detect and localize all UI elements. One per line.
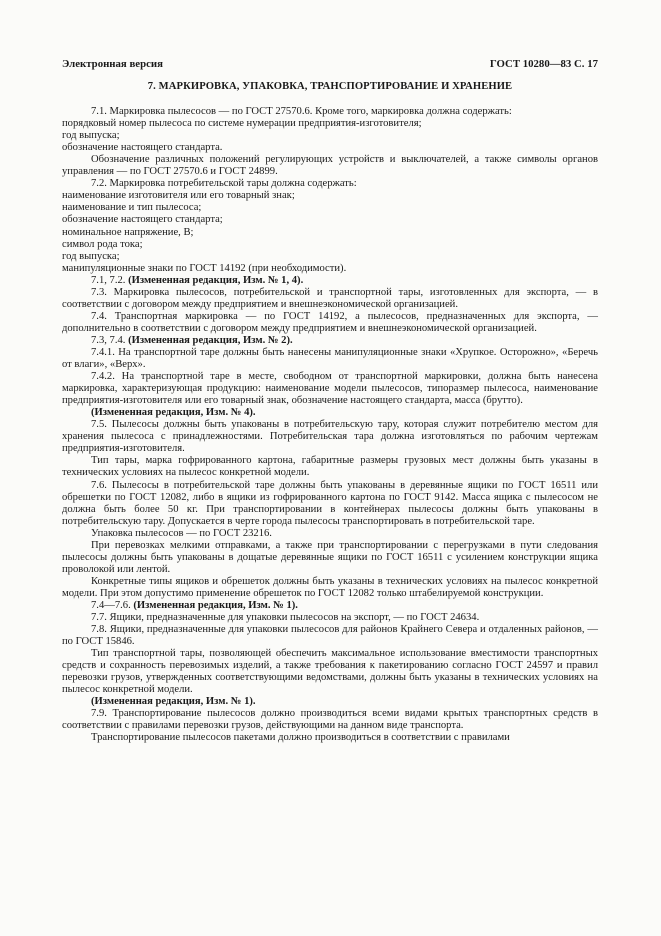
paragraph	[62, 371, 598, 407]
paragraph-text: 7.3. Маркировка пылесосов, потребительской и транспортной тары, изготовленных для экспорта, — в соответствии с договором между предприятием и внешнеэкономической организацией.	[62, 286, 598, 310]
paragraph-text: 7.7. Ящики, предназначенные для упаковки пылесосов на экспорт, — по ГОСТ 24634.	[91, 612, 480, 624]
header-standard-page: ГОСТ 10280—83 С. 17	[489, 58, 598, 70]
paragraph-text: 7.5. Пылесосы должны быть упакованы в потребительскую тару, которая служит потребителю местом для хранения пылесоса с принадлежностями. Потребительская тара должна изготовляться по рабочим чертежам предприятия-изготовителя.	[62, 419, 598, 455]
paragraph	[62, 263, 598, 275]
paragraph	[62, 648, 598, 696]
paragraph	[62, 178, 598, 190]
header-edition-label: Электронная версия	[62, 58, 163, 70]
paragraph	[62, 130, 598, 142]
paragraph-text: 7.1, 7.2.	[91, 274, 129, 286]
running-header	[62, 58, 598, 78]
paragraph	[62, 347, 598, 371]
paragraph	[62, 455, 598, 479]
paragraph-text: (Измененная редакция, Изм. № 1).	[91, 696, 256, 708]
paragraph-text: 7.4.1. На транспортной таре должны быть нанесены манипуляционные знаки «Хрупкое. Осторожно», «Беречь от влаги», «Верх».	[62, 346, 598, 371]
paragraph-text: Обозначение различных положений регулирующих устройств и выключателей, а также символы органов управления — по ГОСТ 27570.6 и ГОСТ 24899.	[62, 154, 598, 178]
paragraph-text: 7.3, 7.4.	[91, 334, 129, 346]
paragraph-text: 7.8. Ящики, предназначенные для упаковки пылесосов для районов Крайнего Севера и отдаленных районов, — по ГОСТ 15846.	[62, 624, 598, 648]
paragraph	[62, 624, 598, 648]
paragraph-text: Транспортирование пылесосов пакетами должно производиться в соответствии с правилами	[91, 732, 510, 744]
section-title: 7. МАРКИРОВКА, УПАКОВКА, ТРАНСПОРТИРОВАНИЕ И ХРАНЕНИЕ	[147, 81, 513, 92]
paragraph-text: 7.6. Пылесосы в потребительской таре должны быть упакованы в деревянные ящики по ГОСТ 16511 или обрешетки по ГОСТ 12082, либо в ящики из гофрированного картона по ГОСТ 9142. Масса ящика с пылесосом не должна быть более 50 кг. При транспортировании в контейнерах пылесосы должны быть упакованы в потребительскую тару. Допускается в черте города пылесосы транспортировать в потребительской таре.	[62, 479, 598, 527]
paragraph-text: обозначение настоящего стандарта.	[62, 142, 223, 154]
paragraph-text: Конкретные типы ящиков и обрешеток должны быть указаны в технических условиях на пылесос конкретной модели. При этом допустимо применение обрешеток по ГОСТ 12082 только штабелируемой конструкции.	[62, 575, 598, 599]
paragraph	[62, 732, 598, 744]
paragraph	[62, 600, 598, 612]
paragraph-text: При перевозках мелкими отправками, а также при транспортировании с перегрузками в пути следования пылесосы должны быть упакованы в дощатые деревянные ящики по ГОСТ 16511 с усилением конструкции ящика проволокой или лентой.	[62, 539, 598, 575]
paragraph	[62, 202, 598, 214]
paragraph	[62, 480, 598, 528]
paragraph-text: Упаковка пылесосов — по ГОСТ 23216.	[91, 527, 272, 539]
document-page	[62, 58, 598, 745]
paragraph	[62, 419, 598, 455]
paragraph-text: символ рода тока;	[62, 238, 143, 250]
paragraph	[62, 275, 598, 287]
amendment-note: (Измененная редакция, Изм. № 2).	[128, 334, 293, 346]
paragraph-text: обозначение настоящего стандарта;	[62, 214, 223, 226]
paragraph	[62, 335, 598, 347]
paragraph-text: 7.4. Транспортная маркировка — по ГОСТ 14192, а пылесосов, предназначенных для экспорта, — дополнительно в соответствии с договором между предприятием и внешнеэкономической организацией.	[62, 310, 598, 334]
paragraph	[62, 106, 598, 118]
paragraph-text: Тип тары, марка гофрированного картона, габаритные размеры грузовых мест должны быть указаны в технических условиях на пылесос конкретной модели.	[62, 455, 598, 479]
paragraph-text: 7.2. Маркировка потребительской тары должна содержать:	[91, 178, 357, 190]
paragraph	[62, 118, 598, 130]
amendment-note: (Измененная редакция, Изм. № 1, 4).	[128, 274, 304, 286]
paragraph	[62, 407, 598, 419]
paragraph	[62, 142, 598, 154]
paragraph-text: 7.4—7.6.	[91, 599, 134, 611]
paragraph	[62, 214, 598, 226]
paragraph	[62, 576, 598, 600]
paragraph-text: манипуляционные знаки по ГОСТ 14192 (при необходимости).	[62, 262, 347, 274]
paragraph	[62, 696, 598, 708]
paragraph	[62, 154, 598, 178]
paragraph	[62, 708, 598, 732]
paragraph-text: 7.9. Транспортирование пылесосов должно производиться всеми видами крытых транспортных средств в соответствии с правилами перевозки грузов, действующими на данном виде транспорта.	[62, 708, 598, 732]
paragraph-text: 7.4.2. На транспортной таре в месте, свободном от транспортной маркировки, должна быть нанесена маркировка, характеризующая продукцию: наименование модели пылесосов, типоразмер пылесоса, наименование предприятия-изготовителя или его товарный знак, обозначение настоящего стандарта, масса (брутто).	[62, 371, 598, 407]
paragraph	[62, 190, 598, 202]
paragraph	[62, 227, 598, 239]
amendment-note: (Измененная редакция, Изм. № 1).	[133, 599, 298, 611]
paragraph	[62, 540, 598, 576]
paragraph	[62, 239, 598, 251]
paragraph-text: 7.1. Маркировка пылесосов — по ГОСТ 27570.6. Кроме того, маркировка должна содержать:	[91, 106, 512, 118]
paragraph	[62, 612, 598, 624]
paragraph-text: наименование и тип пылесоса;	[62, 202, 202, 214]
paragraph-text: год выпуска;	[62, 130, 120, 142]
paragraph	[62, 287, 598, 311]
paragraph-text: Тип транспортной тары, позволяющей обеспечить максимальное использование вместимости транспортных средств и сохранность перевозимых изделий, а также требования к пакетированию согласно ГОСТ 24597 и правил перевозки грузов, утвержденных соответствующими ведомствами, должны быть указаны в технических условиях на пылесос конкретной модели.	[62, 648, 598, 696]
paragraph-text: год выпуска;	[62, 250, 120, 262]
paragraph	[62, 528, 598, 540]
paragraph-text: порядковый номер пылесоса по системе нумерации предприятия-изготовителя;	[62, 118, 422, 130]
paragraph	[62, 251, 598, 263]
paragraph-text: номинальное напряжение, В;	[62, 226, 194, 238]
paragraph	[62, 311, 598, 335]
section-body	[62, 106, 598, 744]
paragraph-text: наименование изготовителя или его товарный знак;	[62, 190, 295, 202]
paragraph-text: (Измененная редакция, Изм. № 4).	[91, 407, 256, 419]
